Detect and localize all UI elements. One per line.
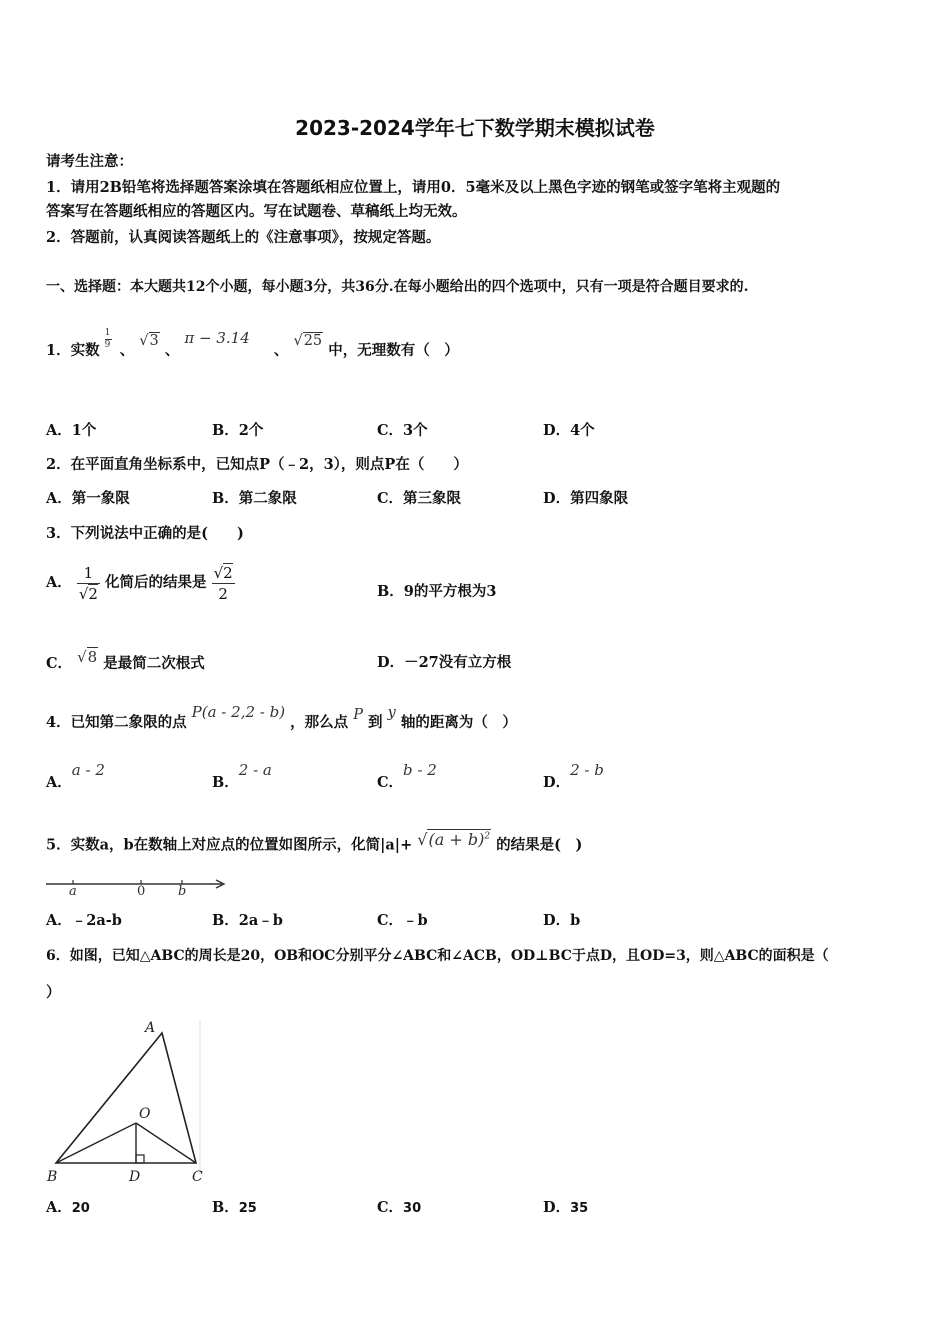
label-a: a xyxy=(69,884,77,899)
q4-option-b[interactable]: B．2 - a xyxy=(212,761,272,791)
question-3-stem: 3．下列说法中正确的是( ) xyxy=(46,525,244,542)
notice-item-1a: 1．请用2B铅笔将选择题答案涂填在答题纸相应位置上，请用0．5毫米及以上黑色字迹的钢笔或签字笔将主观题的 xyxy=(46,179,781,196)
q3-option-d[interactable]: D．－27没有立方根 xyxy=(377,654,512,671)
point-label-a: A xyxy=(145,1020,156,1036)
q4-option-a[interactable]: A．a - 2 xyxy=(46,761,105,791)
page-title: 2023-2024学年七下数学期末模拟试卷 xyxy=(295,116,655,140)
notice-item-1b: 答案写在答题纸相应的答题区内。写在试题卷、草稿纸上均无效。 xyxy=(46,203,467,220)
q1-pi-expr: π − 3.14 xyxy=(184,329,250,347)
q6-option-c[interactable]: C．30 xyxy=(377,1199,422,1216)
q6-option-d[interactable]: D．35 xyxy=(543,1199,589,1216)
label-0: 0 xyxy=(137,884,146,899)
question-6-stem-a: 6．如图，已知△ABC的周长是20，OB和OC分别平分∠ABC和∠ACB，OD⊥BC于点D，且OD=3，则△ABC的面积是（ xyxy=(46,948,829,964)
q1-sqrt3: √3 xyxy=(139,333,159,349)
q1-stem-start: 1．实数 xyxy=(46,342,100,359)
q3-option-b[interactable]: B．9的平方根为3 xyxy=(377,583,497,600)
q1-option-d[interactable]: D．4个 xyxy=(543,422,595,439)
notice-item-2: 2．答题前，认真阅读答题纸上的《注意事项》，按规定答题。 xyxy=(46,229,441,246)
q3-a-fraction: $\frac{1}{√2}$ xyxy=(78,563,98,603)
question-2-stem: 2．在平面直角坐标系中，已知点P（﹣2，3），则点P在（ ） xyxy=(46,456,468,473)
q2-option-b[interactable]: B．第二象限 xyxy=(212,490,297,507)
number-line-figure xyxy=(44,872,234,902)
label-b: b xyxy=(178,884,187,899)
q5-option-d[interactable]: D．b xyxy=(543,912,581,929)
triangle-abc xyxy=(56,1033,196,1163)
point-label-o: O xyxy=(139,1106,151,1122)
point-label-b: B xyxy=(47,1169,58,1185)
point-label-c: C xyxy=(192,1169,203,1185)
q1-option-b[interactable]: B．2个 xyxy=(212,422,264,439)
q3-c-sqrt: √8 xyxy=(77,648,98,666)
q4-option-d[interactable]: D．2 - b xyxy=(543,761,604,791)
question-5-stem: 5．实数a，b在数轴上对应点的位置如图所示，化简$|a|+ √(a + b)^2$ 的结果是( ) xyxy=(46,830,583,854)
q6-option-a[interactable]: A．20 xyxy=(46,1199,90,1216)
q3-option-c[interactable]: C． √8 是最简二次根式 xyxy=(46,648,205,672)
q1-option-c[interactable]: C．3个 xyxy=(377,422,428,439)
q4-option-c[interactable]: C．b - 2 xyxy=(377,761,437,791)
question-6-stem-b: ） xyxy=(46,984,61,1001)
section-heading: 一、选择题：本大题共12个小题，每小题3分，共36分.在每小题给出的四个选项中，只有一项是符合题目要求的. xyxy=(46,279,749,295)
q1-option-a[interactable]: A．1个 xyxy=(46,422,97,439)
q4-point: P(a - 2,2 - b) xyxy=(191,703,286,721)
q3-a-result: $\frac{√2}{2}$ xyxy=(213,563,233,603)
q3-option-a[interactable]: A． $\frac{1}{√2}$ 化简后的结果是 $\frac{√2}{2}$ xyxy=(46,563,233,603)
q5-option-c[interactable]: C．﹣b xyxy=(377,912,428,929)
q5-option-b[interactable]: B．2a﹣b xyxy=(212,912,283,929)
triangle-figure xyxy=(44,1015,214,1190)
q5-option-a[interactable]: A．﹣2a-b xyxy=(46,912,122,929)
question-1-stem: 1．实数 $\frac{1}{9}$ 、 √3 、 π − 3.14 、 √25 中，无理数有（ ） xyxy=(46,328,459,359)
right-angle-mark xyxy=(136,1155,144,1163)
q1-sqrt25: √25 xyxy=(293,333,323,349)
point-label-d: D xyxy=(129,1169,141,1185)
q6-option-b[interactable]: B．25 xyxy=(212,1199,257,1216)
segment-ob xyxy=(56,1123,136,1163)
q2-option-a[interactable]: A．第一象限 xyxy=(46,490,130,507)
q2-option-d[interactable]: D．第四象限 xyxy=(543,490,629,507)
q5-sqrt: $√(a + b)^2$ xyxy=(417,830,491,850)
q1-stem-end: 中，无理数有（ ） xyxy=(328,342,459,359)
question-4-stem: 4．已知第二象限的点 P(a - 2,2 - b) ，那么点 P 到 y 轴的距离为（ ） xyxy=(46,703,517,731)
notice-heading: 请考生注意： xyxy=(46,153,133,170)
q2-option-c[interactable]: C．第三象限 xyxy=(377,490,462,507)
